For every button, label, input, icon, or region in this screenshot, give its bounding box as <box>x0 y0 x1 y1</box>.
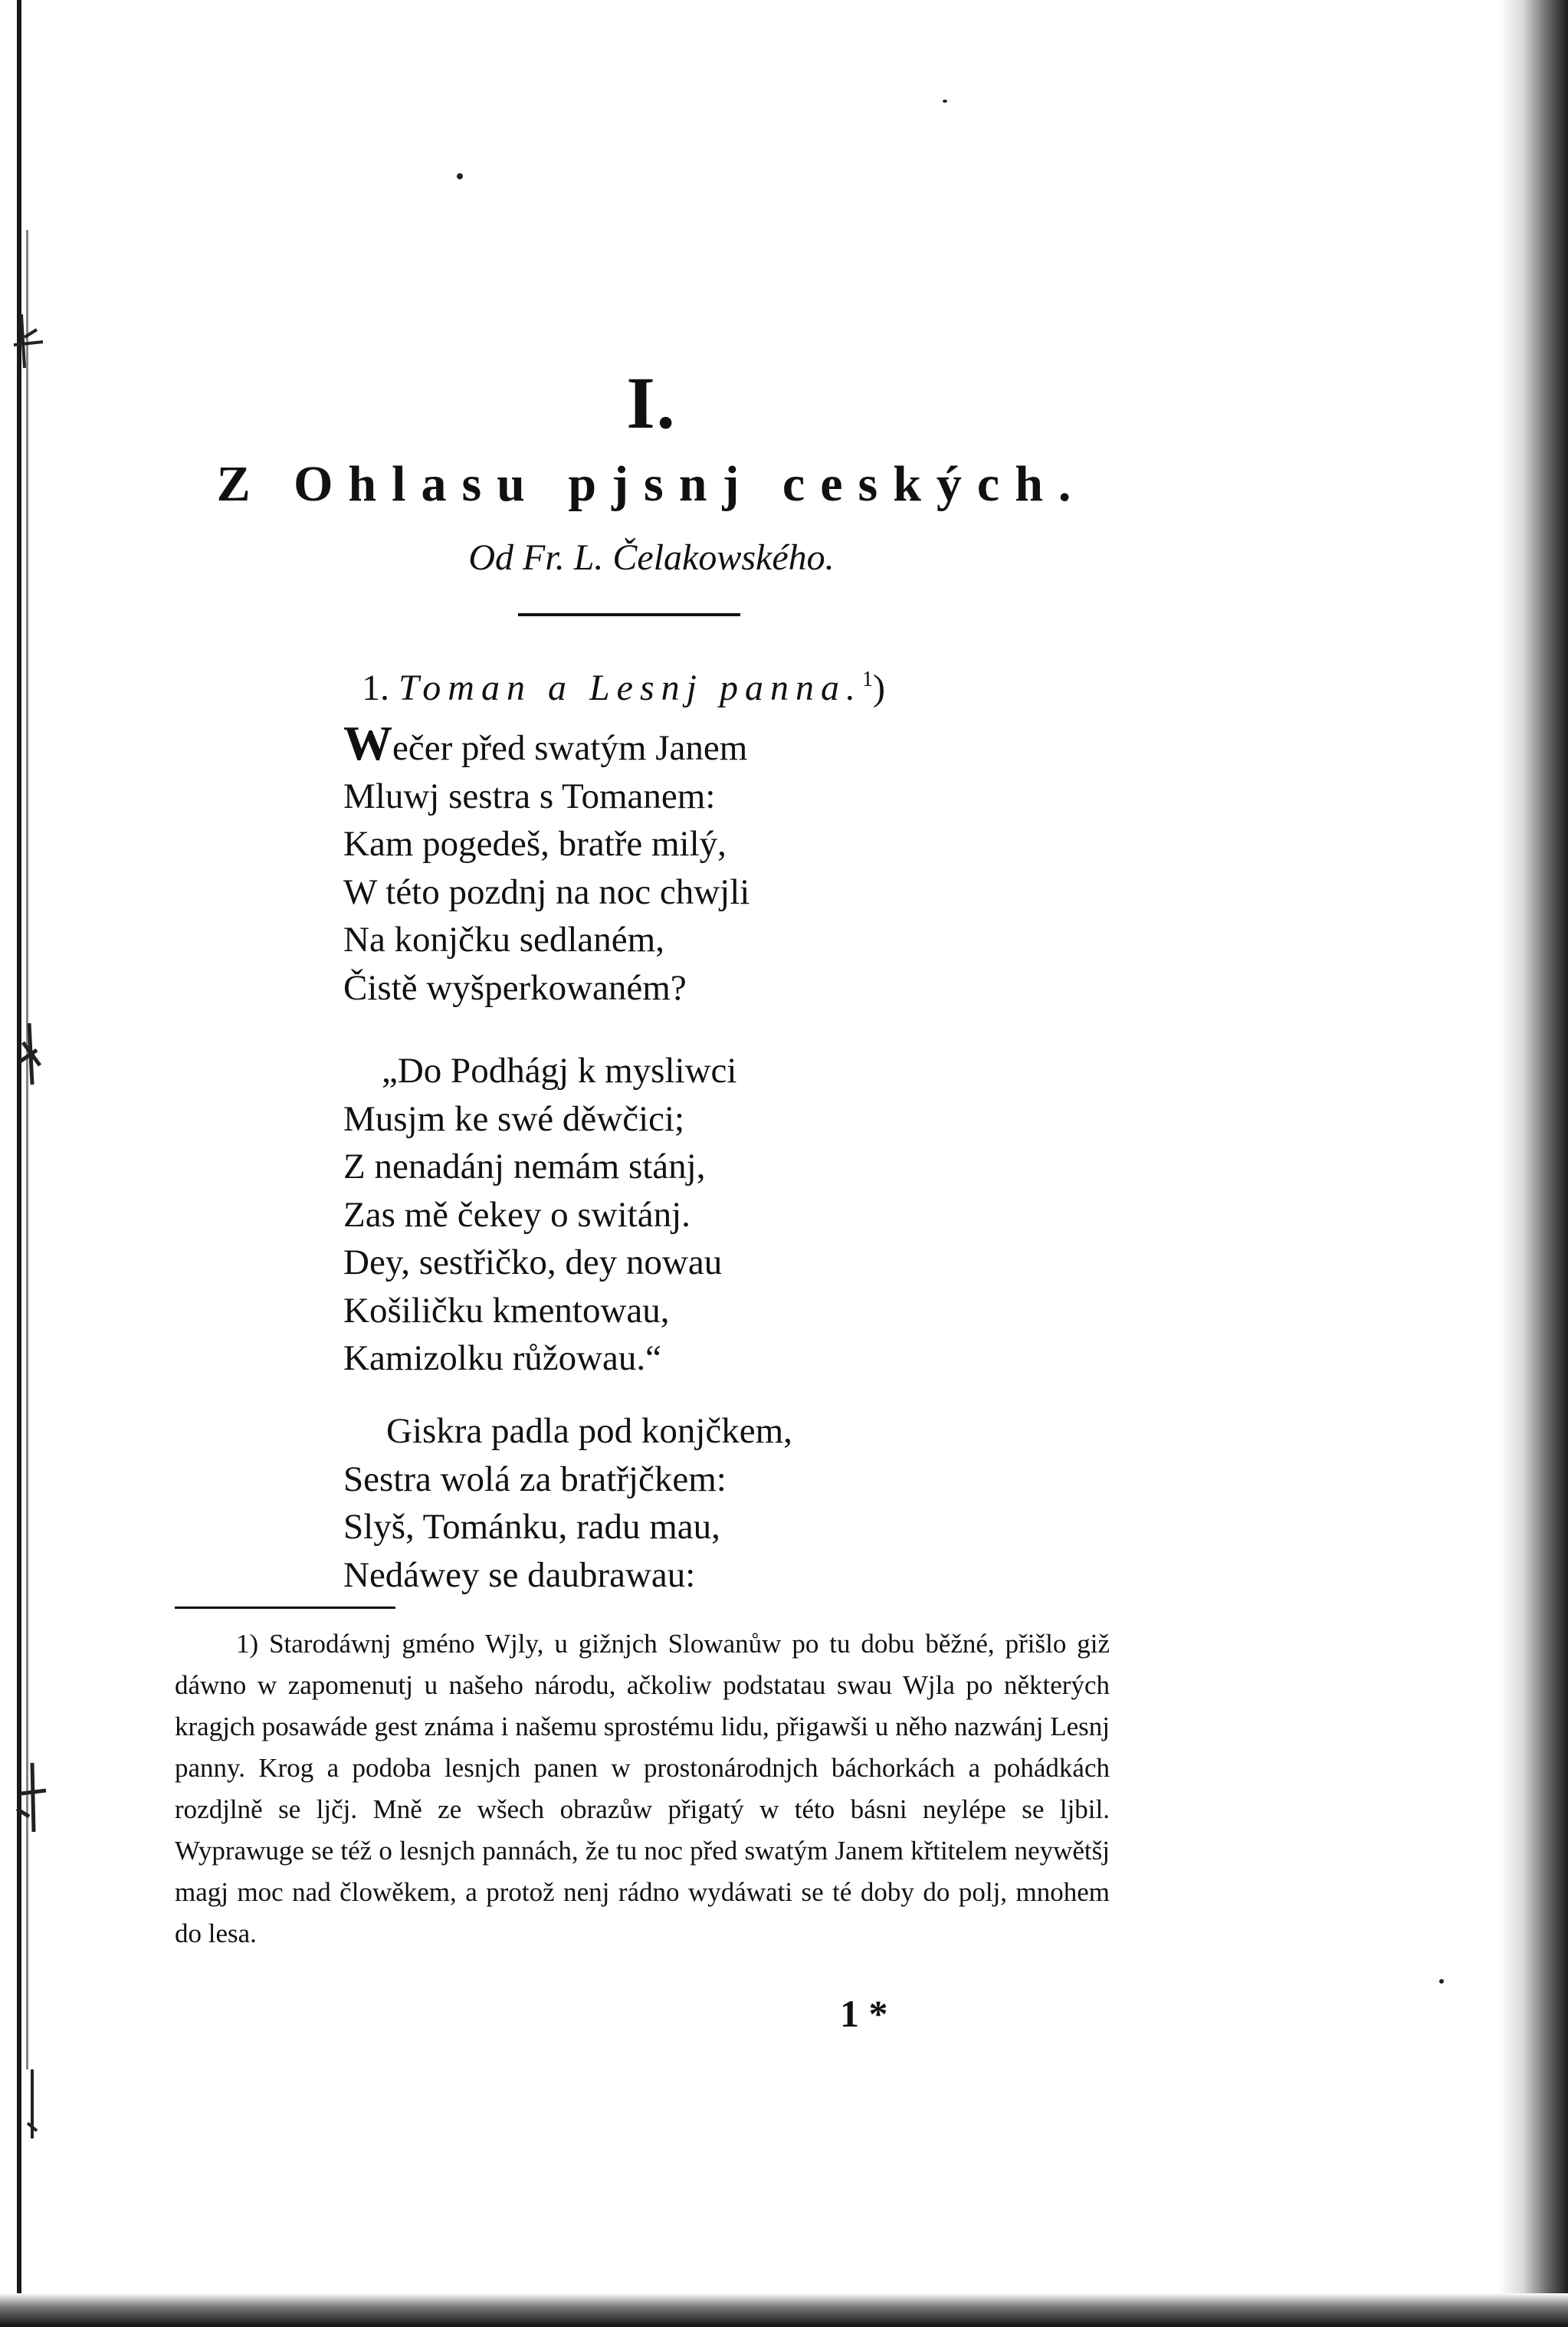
page-edge-shadow <box>1499 0 1568 2327</box>
signature-mark: 1 * <box>840 1992 888 2035</box>
verse-line: „Do Podhágj k mysliwci <box>382 1051 737 1091</box>
verse-line: Wečer před swatým Janem <box>343 716 748 770</box>
footnote-text: 1) Starodáwnj gméno Wjly, u gižnjch Slowanůw po tu dobu běžné, přišlo giž dáwno w zapomenutj u našeho národu, ačkoliw podstatau swau Wjla po některých kragjch posawáde gest známa i našemu sprostému lidu, přigawši u něho nazwánj Lesnj panny. Krog a podoba lesnjch panen w prostonárodnjch báchorkách a pohádkách rozdjlně se ljčj. Mně ze wšech obrazůw přigatý w této básni neylépe se ljbil. Wyprawuge se též o lesnjch pannách, že tu noc před swatým Janem křtitelem neywětšj magj moc nad člowěkem, a protož nenj rádno wydáwati se té doby do polj, mnohem do lesa. <box>175 1629 1110 1948</box>
section-title: Z Ohlasu pjsnj ceských. <box>216 456 1087 512</box>
speck <box>1439 1979 1444 1984</box>
footnote <box>175 1623 1110 1954</box>
verse-line: Na konjčku sedlaném, <box>343 920 664 960</box>
scan-artifact-mark <box>6 1763 52 1832</box>
verse-line: Kamizolku růžowau.“ <box>343 1338 662 1378</box>
poem-heading: 1. Toman a Lesnj panna.$^1$) <box>362 668 885 708</box>
speck <box>943 100 947 103</box>
speck <box>457 173 463 179</box>
scan-artifact-mark <box>6 2069 52 2138</box>
drop-cap: W <box>343 716 392 770</box>
title-divider <box>518 613 740 616</box>
verse-line: Dey, sestřičko, dey nowau <box>343 1242 723 1282</box>
poem-name: Toman a Lesnj panna. <box>399 668 862 708</box>
verse-line: Zas mě čekey o switánj. <box>343 1194 691 1235</box>
stanza <box>343 1407 792 1599</box>
stanza <box>343 716 750 1012</box>
poem-number: 1. <box>362 668 389 708</box>
stanza <box>343 1047 736 1383</box>
footnote-divider <box>175 1607 395 1609</box>
chapter-numeral: I. <box>626 362 677 444</box>
footnote-ref: 1 <box>861 668 873 691</box>
verse-line: Kam pogedeš, bratře milý, <box>343 824 727 864</box>
verse-line: W této pozdnj na noc chwjli <box>343 871 750 912</box>
verse-line: Z nenadánj nemám stánj, <box>343 1147 706 1186</box>
scan-artifact-mark <box>6 1019 52 1088</box>
verse-line: Slyš, Tománku, radu mau, <box>343 1507 720 1547</box>
verse-line: Čistě wyšperkowaném? <box>343 967 687 1008</box>
verse-line: Sestra wolá za bratřjčkem: <box>343 1459 727 1499</box>
verse-line: Nedáwey se daubrawau: <box>343 1554 696 1595</box>
verse-line: Mluwj sestra s Tomanem: <box>343 776 716 816</box>
verse-line: Musjm ke swé děwčici; <box>343 1098 685 1139</box>
bottom-edge-shadow <box>0 2293 1568 2327</box>
author-line: Od Fr. L. Čelakowského. <box>468 537 835 578</box>
verse-line: Košiličku kmentowau, <box>343 1290 670 1331</box>
verse-line: Giskra padla pod konjčkem, <box>386 1411 792 1451</box>
